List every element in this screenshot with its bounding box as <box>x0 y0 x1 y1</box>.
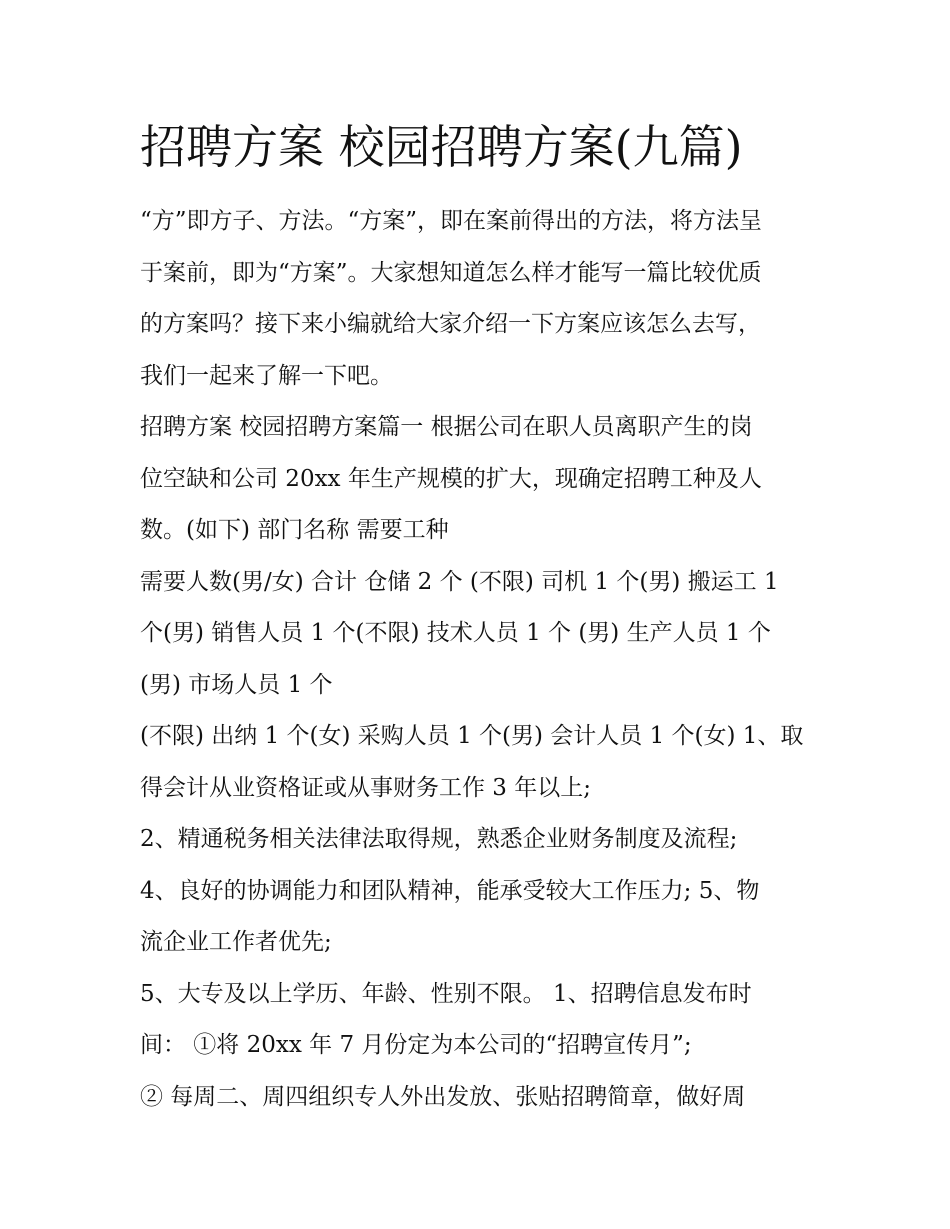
body-line: 流企业工作者优先; <box>140 929 332 955</box>
body-line: 位空缺和公司 20xx 年生产规模的扩大，现确定招聘工种及人 <box>140 465 762 492</box>
body-line: 间： ①将 20xx 年 7 月份定为本公司的“招聘宣传月”; <box>140 1032 692 1058</box>
body-line: 需要人数(男/女) 合计 仓储 2 个 (不限) 司机 1 个(男) 搬运工 1 <box>140 568 779 595</box>
document-title: 招聘方案 校园招聘方案(九篇) <box>140 120 743 174</box>
body-line: (男) 市场人员 1 个 <box>140 671 333 698</box>
body-line: 的方案吗？接下来小编就给大家介绍一下方案应该怎么去写， <box>140 311 761 337</box>
document-body <box>140 196 820 1123</box>
body-line: “方”即方子、方法。“方案”，即在案前得出的方法，将方法呈 <box>140 208 763 234</box>
body-line: 我们一起来了解一下吧。 <box>140 362 393 389</box>
body-line: 于案前，即为“方案”。大家想知道怎么样才能写一篇比较优质 <box>140 259 762 286</box>
body-line: ② 每周二、周四组织专人外出发放、张贴招聘简章，做好周 <box>140 1083 746 1110</box>
body-line: (不限) 出纳 1 个(女) 采购人员 1 个(男) 会计人员 1 个(女) 1、取 <box>140 723 804 749</box>
body-line: 4、良好的协调能力和团队精神，能承受较大工作压力; 5、物 <box>140 877 760 904</box>
body-line: 2、精通税务相关法律法取得规，熟悉企业财务制度及流程; <box>140 826 738 852</box>
body-line: 个(男) 销售人员 1 个(不限) 技术人员 1 个 (男) 生产人员 1 个 <box>140 620 771 646</box>
document-page <box>140 112 820 1123</box>
body-line: 得会计从业资格证或从事财务工作 3 年以上; <box>140 774 592 801</box>
body-line: 数。(如下) 部门名称 需要工种 <box>140 517 449 543</box>
body-line: 招聘方案 校园招聘方案篇一 根据公司在职人员离职产生的岗 <box>140 414 753 440</box>
body-line: 5、大专及以上学历、年龄、性别不限。 1、招聘信息发布时 <box>140 980 752 1007</box>
